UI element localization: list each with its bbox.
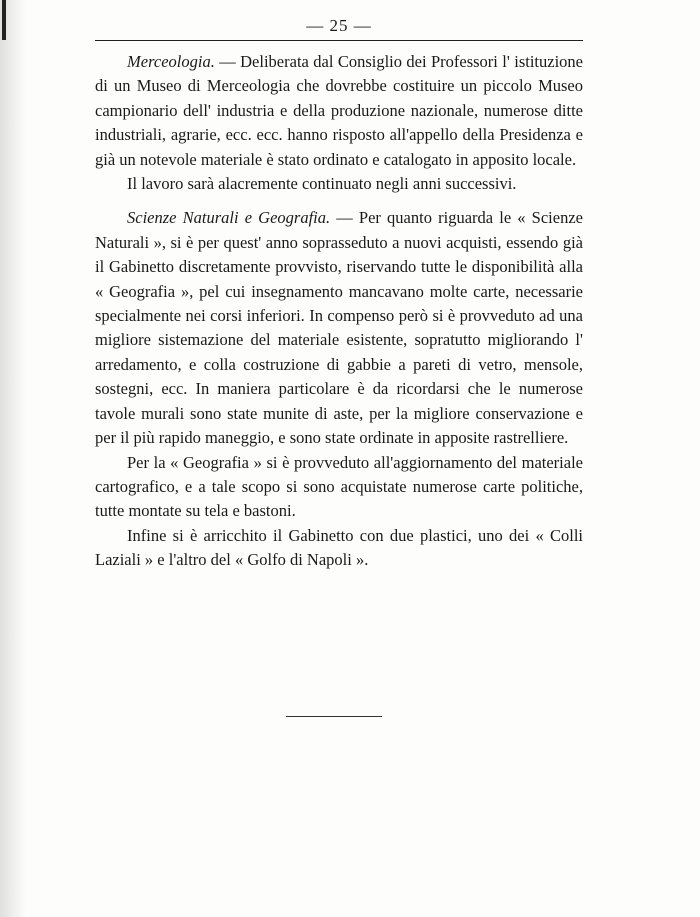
- paragraph-geografia: [95, 451, 583, 524]
- paragraph-merceologia: [95, 50, 583, 172]
- section-heading-merceologia: Merceologia.: [127, 52, 215, 71]
- paragraph-scienze-naturali: [95, 206, 583, 450]
- paragraph-plastici: [95, 524, 583, 573]
- binding-mark: [2, 0, 6, 40]
- paragraph-lavoro: [95, 172, 583, 196]
- closing-rule: [286, 716, 382, 717]
- paragraph-text: — Deliberata dal Consiglio dei Professori l' istituzione di un Museo di Merceologia che dovrebbe costituire un piccolo Museo campionario dell' industria e della produzione nazionale, numerose ditte industriali, agrarie, ecc. ecc. hanno risposto all'appello della Presidenza e già un notevole materiale è stato ordinato e catalogato in apposito locale.: [95, 52, 583, 169]
- page-binding-edge: [0, 0, 26, 917]
- paragraph-text: Per la « Geografia » si è provveduto all'aggiornamento del materiale cartografico, e a tale scopo si sono acquistate numerose carte politiche, tutte montate su tela e bastoni.: [95, 452, 583, 521]
- paragraph-text: Infine si è arricchito il Gabinetto con due plastici, uno dei « Colli Laziali » e l'altro del « Golfo di Napoli ».: [95, 525, 583, 570]
- page-header: [95, 14, 583, 41]
- paragraph-text: Il lavoro sarà alacremente continuato negli anni successivi.: [127, 174, 517, 194]
- paragraph-text: — Per quanto riguarda le « Scienze Naturali », si è per quest' anno soprasseduto a nuovi acquisti, essendo già il Gabinetto discretamente provvisto, riservando tutte le disponibilità alla « Geografia », pel cui insegnamento mancavano molte carte, necessarie specialmente nei corsi inferiori. In compenso però si è provveduto ad una migliore sistemazione del materiale esistente, sopratutto migliorando l' arredamento, e colla costruzione di gabbie a pareti di vetro, mensole, sostegni, ecc. In maniera particolare è da ricordarsi che le numerose tavole murali sono state munite di aste, per la migliore conservazione e per il più rapido maneggio, e sono state ordinate in apposite rastrelliere.: [95, 208, 583, 448]
- page-number: — 25 —: [306, 16, 372, 35]
- section-heading-scienze-naturali: Scienze Naturali e Geografia.: [127, 208, 331, 228]
- page-body: [95, 50, 583, 573]
